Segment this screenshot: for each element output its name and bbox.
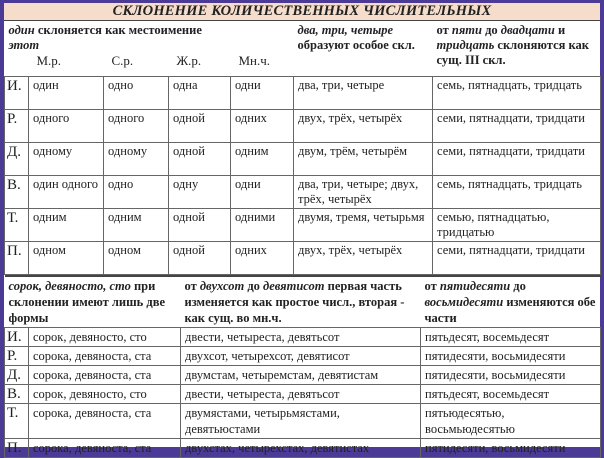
table-one-to-thirty xyxy=(4,21,601,275)
pyat-tridtsat-form: семь, пятнадцать, тридцать xyxy=(433,76,601,109)
case-label: В. xyxy=(5,175,29,208)
case-label: П. xyxy=(5,241,29,274)
sorok-form: сорок, девяносто, сто xyxy=(29,385,181,404)
case-label: Д. xyxy=(5,366,29,385)
feminine-form: одной xyxy=(169,109,231,142)
case-label: П. xyxy=(5,439,29,458)
gender-labels xyxy=(9,53,290,68)
plural-form: одни xyxy=(231,76,294,109)
case-label: Т. xyxy=(5,404,29,439)
header-word: двухсот xyxy=(200,279,244,293)
table-row xyxy=(5,366,601,385)
header-dvesti xyxy=(181,276,421,328)
page-title: СКЛОНЕНИЕ КОЛИЧЕСТВЕННЫХ ЧИСЛИТЕЛЬНЫХ xyxy=(4,3,600,21)
dvesti-form: двести, четыреста, девятьсот xyxy=(181,385,421,404)
plural-form: одни xyxy=(231,175,294,208)
header-text: до xyxy=(510,279,526,293)
table-row xyxy=(5,76,601,109)
header-text: при склонении имеют лишь две формы xyxy=(9,279,166,325)
feminine-form: одной xyxy=(169,208,231,241)
masculine-form: одного xyxy=(29,109,104,142)
table-row xyxy=(5,439,601,458)
header-text: образуют особое скл. xyxy=(298,38,415,52)
plural-form: одних xyxy=(231,241,294,274)
header-pyatdesyat xyxy=(421,276,601,328)
table-row xyxy=(5,142,601,175)
feminine-form: одной xyxy=(169,241,231,274)
case-label: Р. xyxy=(5,347,29,366)
header-word: сорок, девяносто, сто xyxy=(9,279,131,293)
masculine-form: одном xyxy=(29,241,104,274)
table-row xyxy=(5,175,601,208)
masculine-form: одним xyxy=(29,208,104,241)
dvesti-form: двумястами, четырьмястами, девятьюстами xyxy=(181,404,421,439)
header-text: первая часть изменяется как простое числ., вторая - как сущ. во мн.ч. xyxy=(185,279,405,325)
feminine-form: одной xyxy=(169,142,231,175)
pyat-tridtsat-form: семи, пятнадцати, тридцати xyxy=(433,241,601,274)
table-row xyxy=(5,208,601,241)
pyatdesyat-form: пятидесяти, восьмидесяти xyxy=(421,347,601,366)
table-row xyxy=(5,404,601,439)
neuter-form: одно xyxy=(104,175,169,208)
table-hundreds xyxy=(4,275,601,458)
plural-form: одними xyxy=(231,208,294,241)
header-word: пятидесяти xyxy=(440,279,510,293)
header-word: двадцати xyxy=(501,23,555,37)
masculine-form: одному xyxy=(29,142,104,175)
table-row xyxy=(5,385,601,404)
pyatdesyat-form: пятьдесят, восемьдесят xyxy=(421,385,601,404)
sorok-form: сорока, девяноста, ста xyxy=(29,366,181,385)
header-text: склоняются как сущ. III скл. xyxy=(437,38,589,67)
dva-tri-chetyre-form: двух, трёх, четырёх xyxy=(294,241,433,274)
header-row xyxy=(5,276,601,328)
pyatdesyat-form: пятьдесят, восемьдесят xyxy=(421,328,601,347)
sorok-form: сорок, девяносто, сто xyxy=(29,328,181,347)
dva-tri-chetyre-form: два, три, четыре; двух, трёх, четырёх xyxy=(294,175,433,208)
plural-form: одним xyxy=(231,142,294,175)
neuter-form: одном xyxy=(104,241,169,274)
gender-label: Ж.р. xyxy=(177,53,239,68)
header-text: от xyxy=(185,279,200,293)
dvesti-form: двухсот, четырехсот, девятисот xyxy=(181,347,421,366)
masculine-form: один xyxy=(29,76,104,109)
case-label: И. xyxy=(5,76,29,109)
pyat-tridtsat-form: семи, пятнадцати, тридцати xyxy=(433,109,601,142)
masculine-form: один одного xyxy=(29,175,104,208)
header-word: пяти xyxy=(452,23,482,37)
dva-tri-chetyre-form: двух, трёх, четырёх xyxy=(294,109,433,142)
pyat-tridtsat-form: семи, пятнадцати, тридцати xyxy=(433,142,601,175)
header-text: от xyxy=(437,23,452,37)
header-sorok xyxy=(5,276,181,328)
gender-label: М.р. xyxy=(37,53,112,68)
case-label: И. xyxy=(5,328,29,347)
declension-table-frame xyxy=(4,3,600,447)
header-text: и xyxy=(555,23,565,37)
dvesti-form: двести, четыреста, девятьсот xyxy=(181,328,421,347)
sorok-form: сорока, девяноста, ста xyxy=(29,404,181,439)
header-dva xyxy=(294,21,433,76)
dvesti-form: двухстах, четырехстах, девятистах xyxy=(181,439,421,458)
header-pyat xyxy=(433,21,601,76)
header-text: до xyxy=(482,23,501,37)
plural-form: одних xyxy=(231,109,294,142)
pyatdesyat-form: пятидесяти, восьмидесяти xyxy=(421,366,601,385)
header-word: один xyxy=(9,23,35,37)
pyat-tridtsat-form: семью, пятнадцатью, тридцатью xyxy=(433,208,601,241)
header-text: до xyxy=(244,279,263,293)
table-row xyxy=(5,347,601,366)
feminine-form: одна xyxy=(169,76,231,109)
header-word: этот xyxy=(9,38,40,52)
neuter-form: одного xyxy=(104,109,169,142)
header-word: девятисот xyxy=(263,279,325,293)
table-row xyxy=(5,241,601,274)
header-word: тридцать xyxy=(437,38,495,52)
case-label: Д. xyxy=(5,142,29,175)
header-text: склоняется как местоимение xyxy=(35,23,202,37)
gender-label: Мн.ч. xyxy=(239,53,271,68)
sorok-form: сорока, девяноста, ста xyxy=(29,347,181,366)
neuter-form: одним xyxy=(104,208,169,241)
pyatdesyat-form: пятидесяти, восьмидесяти xyxy=(421,439,601,458)
sorok-form: сорока, девяноста, ста xyxy=(29,439,181,458)
header-text: изменяются обе части xyxy=(425,295,596,325)
gender-label: С.р. xyxy=(112,53,177,68)
case-label: В. xyxy=(5,385,29,404)
dva-tri-chetyre-form: двум, трём, четырём xyxy=(294,142,433,175)
header-row xyxy=(5,21,601,76)
feminine-form: одну xyxy=(169,175,231,208)
pyatdesyat-form: пятьюдесятью, восьмьюдесятью xyxy=(421,404,601,439)
case-label: Р. xyxy=(5,109,29,142)
header-text: от xyxy=(425,279,440,293)
case-label: Т. xyxy=(5,208,29,241)
table-row xyxy=(5,109,601,142)
pyat-tridtsat-form: семь, пятнадцать, тридцать xyxy=(433,175,601,208)
dvesti-form: двумстам, четыремстам, девятистам xyxy=(181,366,421,385)
dva-tri-chetyre-form: двумя, тремя, четырьмя xyxy=(294,208,433,241)
header-odin xyxy=(5,21,294,76)
header-word: два, три, четыре xyxy=(298,23,394,37)
neuter-form: одному xyxy=(104,142,169,175)
header-word: восьмидесяти xyxy=(425,295,504,309)
dva-tri-chetyre-form: два, три, четыре xyxy=(294,76,433,109)
table-row xyxy=(5,328,601,347)
neuter-form: одно xyxy=(104,76,169,109)
